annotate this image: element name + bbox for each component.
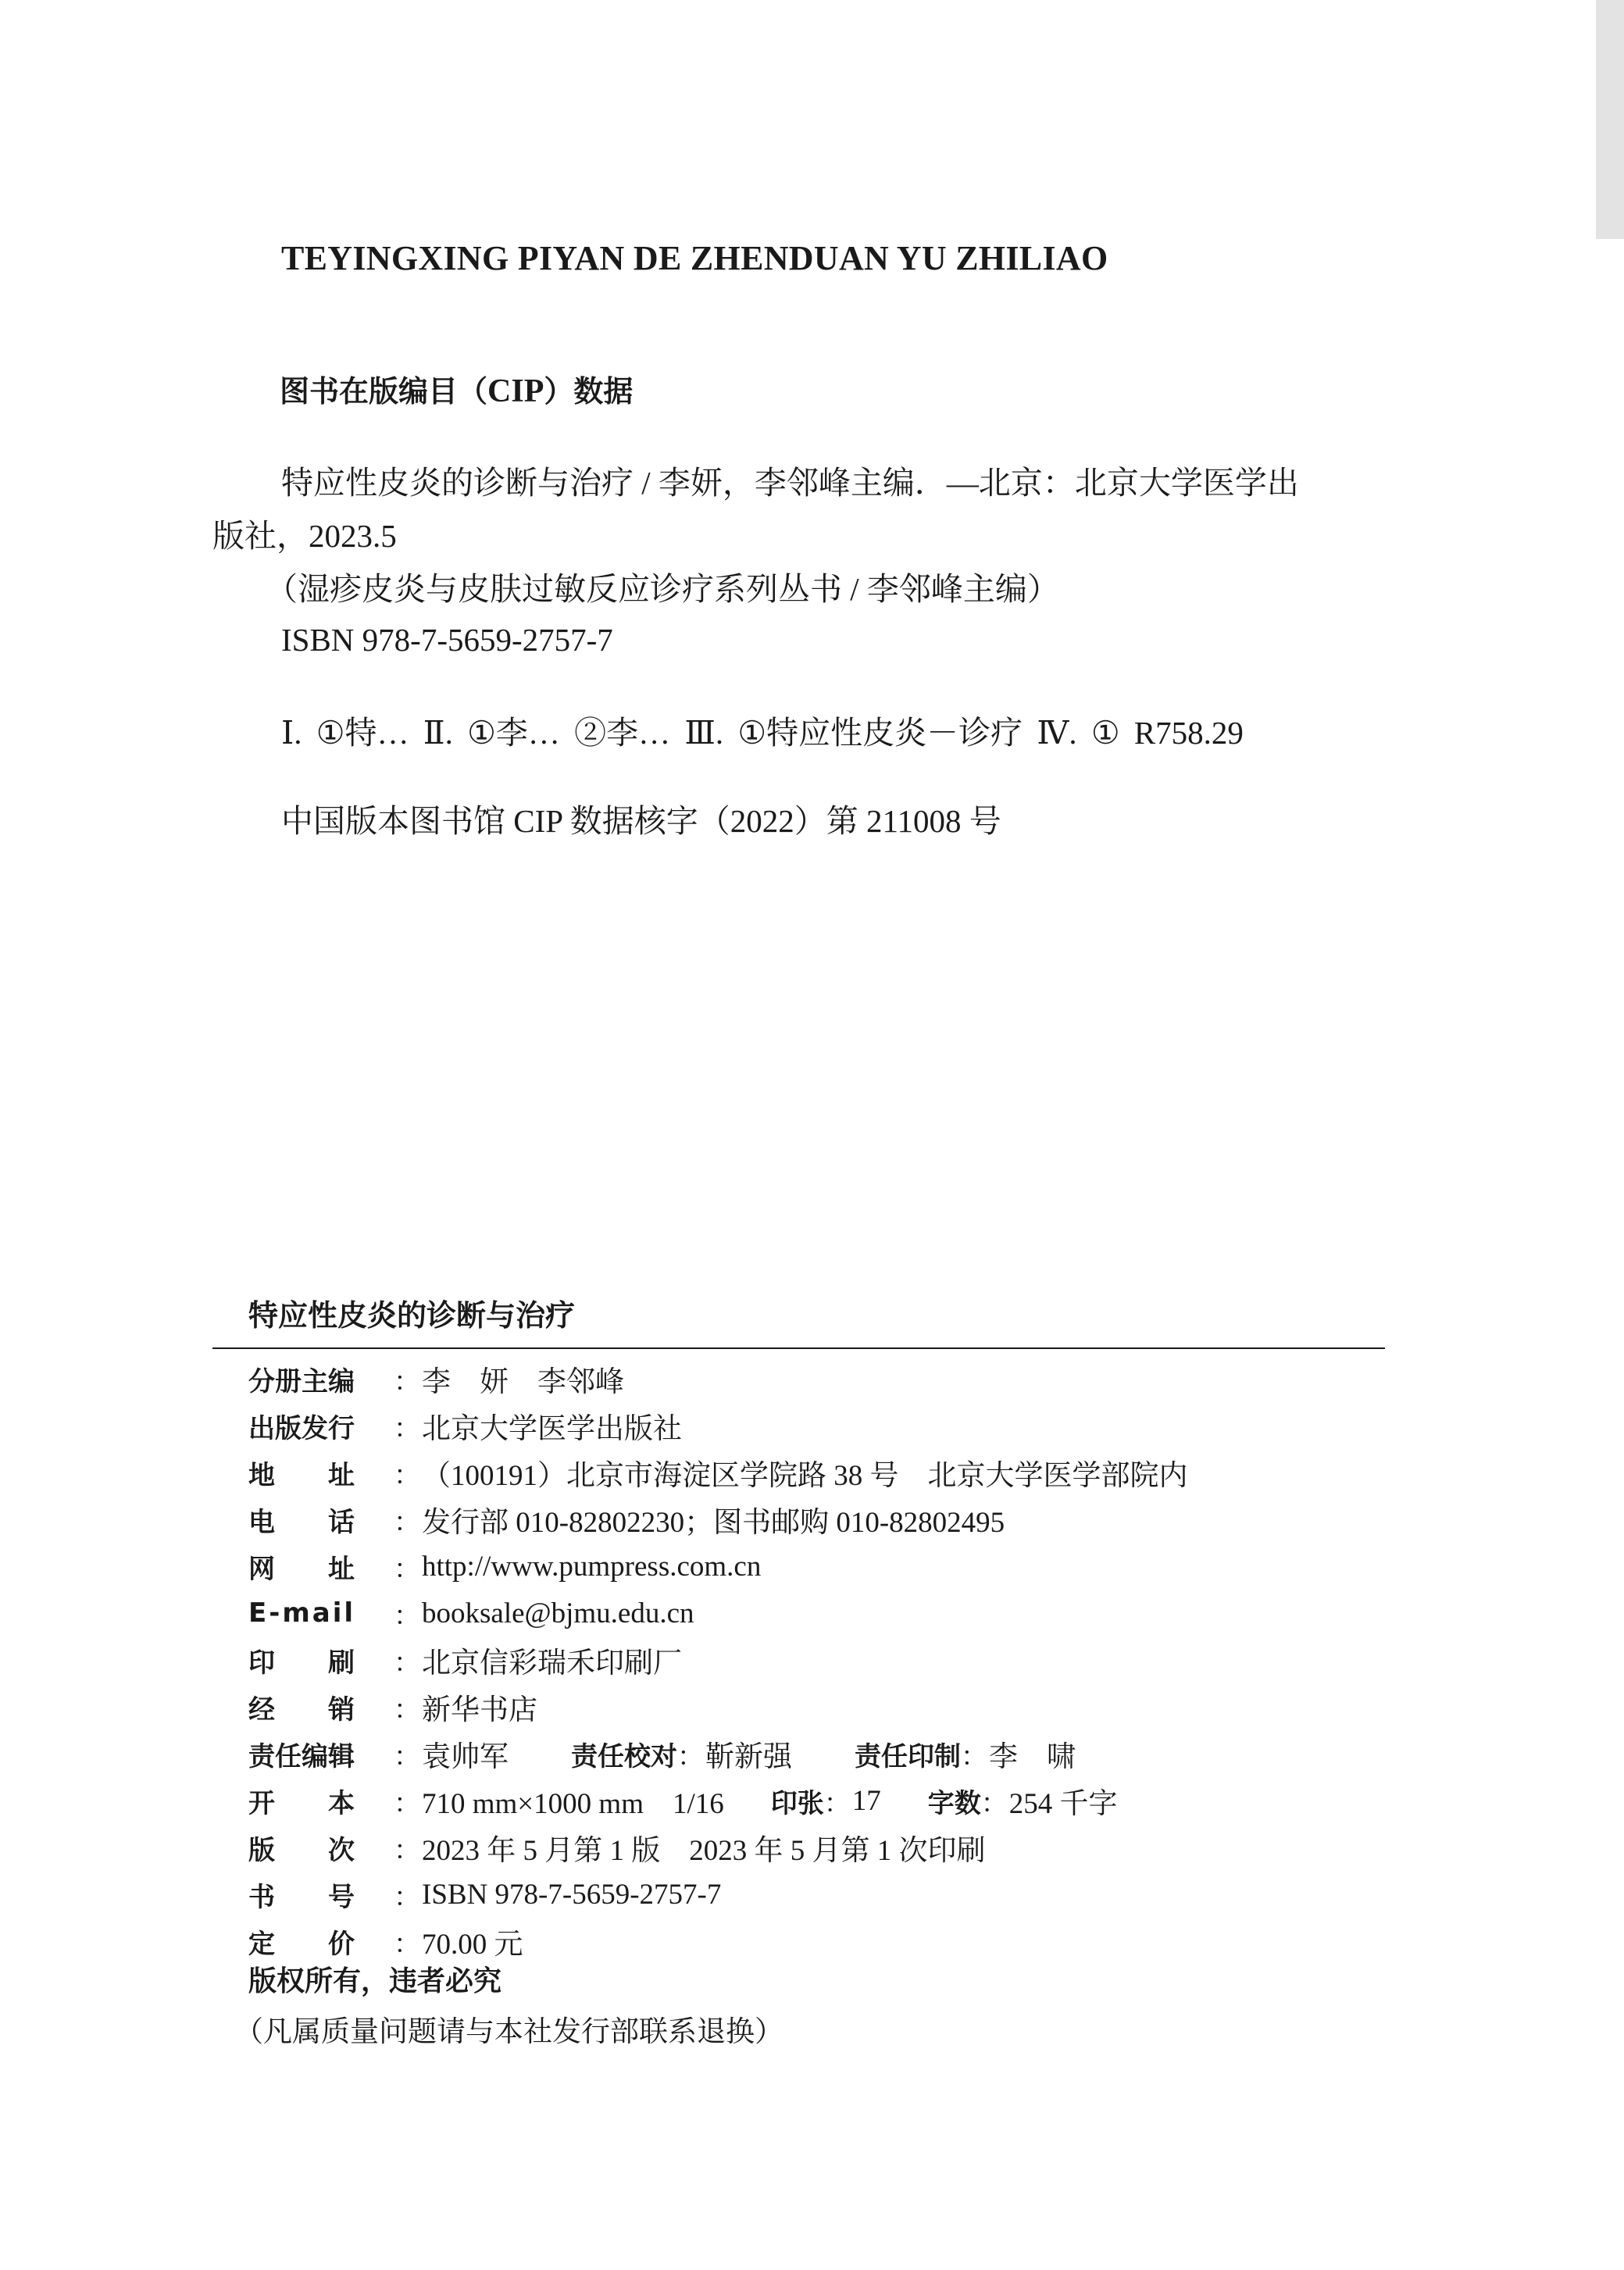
row-label: 版 次 [248, 1834, 355, 1866]
imprint-row-email: E-mail ： booksale@bjmu.edu.cn [248, 1597, 694, 1632]
row-label: 经 销 [248, 1694, 355, 1726]
imprint-row-printer: 印 刷 ： 北京信彩瑞禾印刷厂 [248, 1636, 1188, 1683]
row-value: 新华书店 [422, 1694, 537, 1726]
row-value: ISBN 978-7-5659-2757-7 [422, 1878, 722, 1911]
imprint-row-phone: 电 话 ： 发行部 010-82802230；图书邮购 010-82802495 [248, 1496, 1188, 1543]
row-value: （100191）北京市海淀区学院路 38 号 北京大学医学部院内 [422, 1460, 1188, 1492]
row-label: 地 址 [248, 1459, 355, 1491]
responsible-editor: 袁帅军 [422, 1741, 509, 1773]
proofreader-label: 责任校对 [571, 1740, 677, 1772]
format-value: 710 mm×1000 mm 1/16 [422, 1788, 724, 1820]
imprint-row-website: 网 址 ： http://www.pumpress.com.cn [248, 1543, 1188, 1590]
sheets-value: 17 [851, 1784, 881, 1817]
cip-title-line: 特应性皮炎的诊断与治疗 / 李妍，李邻峰主编．—北京：北京大学医学出 [281, 465, 1299, 501]
cip-series-line: （湿疹皮炎与皮肤过敏反应诊疗系列丛书 / 李邻峰主编） [266, 571, 1059, 607]
cip-heading-prefix: 图书在版编目（ [280, 374, 488, 409]
row-label: 电 话 [248, 1506, 355, 1538]
row-label: 分册主编 [248, 1365, 355, 1397]
imprint-table [248, 1355, 1188, 1965]
title-divider [212, 1347, 1385, 1349]
cip-heading [280, 367, 633, 410]
row-label: 网 址 [248, 1553, 355, 1585]
row-value: 北京大学医学出版社 [422, 1413, 682, 1445]
row-label: 印 刷 [248, 1647, 355, 1679]
cip-heading-latin: CIP [487, 373, 544, 409]
imprint-row-editor: 分册主编 ： 李 妍 李邻峰 [248, 1355, 1188, 1402]
imprint-row-responsible: 责任编辑 ： 袁帅军 责任校对 ： 靳新强 责任印制 ： 李 啸 [248, 1730, 1188, 1777]
row-label: 责任编辑 [248, 1740, 355, 1772]
row-label: 出版发行 [248, 1412, 355, 1444]
sheets-label: 印张 [770, 1787, 824, 1819]
cip-record-number: 中国版本图书馆 CIP 数据核字（2022）第 211008 号 [281, 803, 1001, 839]
cip-heading-suffix: ）数据 [544, 374, 634, 409]
cip-isbn-line: ISBN 978-7-5659-2757-7 [281, 622, 613, 658]
imprint-book-title: 特应性皮炎的诊断与治疗 [248, 1298, 576, 1333]
row-value: 2023 年 5 月第 1 版 2023 年 5 月第 1 次印刷 [422, 1835, 986, 1867]
row-label: 书 号 [248, 1881, 355, 1913]
imprint-row-publisher: 出版发行 ： 北京大学医学出版社 [248, 1402, 1188, 1449]
imprint-row-format: 开 本 ： 710 mm×1000 mm 1/16 印张 ： 17 字数 ： 254 千字 [248, 1777, 1188, 1824]
returns-notice: （凡属质量问题请与本社发行部联系退换） [234, 2016, 783, 2048]
print-supervisor-label: 责任印制 [855, 1740, 961, 1772]
row-value: 发行部 010-82802230；图书邮购 010-82802495 [422, 1507, 1005, 1539]
imprint-row-price: 定 价 ： 70.00 元 [248, 1918, 1188, 1965]
page-edge-tab [1596, 0, 1624, 239]
word-count-label: 字数 [927, 1787, 981, 1819]
row-label: 定 价 [248, 1928, 355, 1960]
imprint-row-distributor: 经 销 ： 新华书店 [248, 1683, 1188, 1730]
imprint-row-address: 地 址 ： （100191）北京市海淀区学院路 38 号 北京大学医学部院内 [248, 1449, 1188, 1496]
row-value: booksale@bjmu.edu.cn [422, 1597, 694, 1629]
row-value: 北京信彩瑞禾印刷厂 [422, 1647, 682, 1679]
row-label: 开 本 [248, 1787, 355, 1819]
imprint-row-edition: 版 次 ： 2023 年 5 月第 1 版 2023 年 5 月第 1 次印刷 [248, 1824, 1188, 1871]
cip-publisher-line: 版社，2023.5 [212, 518, 397, 554]
cip-classification-line: Ⅰ. ①特… Ⅱ. ①李… ②李… Ⅲ. ①特应性皮炎－诊疗 Ⅳ. ① R758.29 [281, 715, 1244, 751]
word-count-value: 254 千字 [1008, 1788, 1118, 1820]
imprint-row-isbn: 书 号 ： ISBN 978-7-5659-2757-7 [248, 1871, 1188, 1918]
row-label: E-mail [248, 1597, 356, 1629]
print-supervisor: 李 啸 [989, 1741, 1076, 1773]
row-value: 70.00 元 [422, 1929, 523, 1961]
pinyin-title: TEYINGXING PIYAN DE ZHENDUAN YU ZHILIAO [281, 239, 1108, 277]
row-value: 李 妍 李邻峰 [422, 1366, 624, 1398]
proofreader: 靳新强 [705, 1741, 792, 1773]
copyright-notice: 版权所有，违者必究 [248, 1965, 502, 1997]
row-value: http://www.pumpress.com.cn [422, 1550, 762, 1583]
